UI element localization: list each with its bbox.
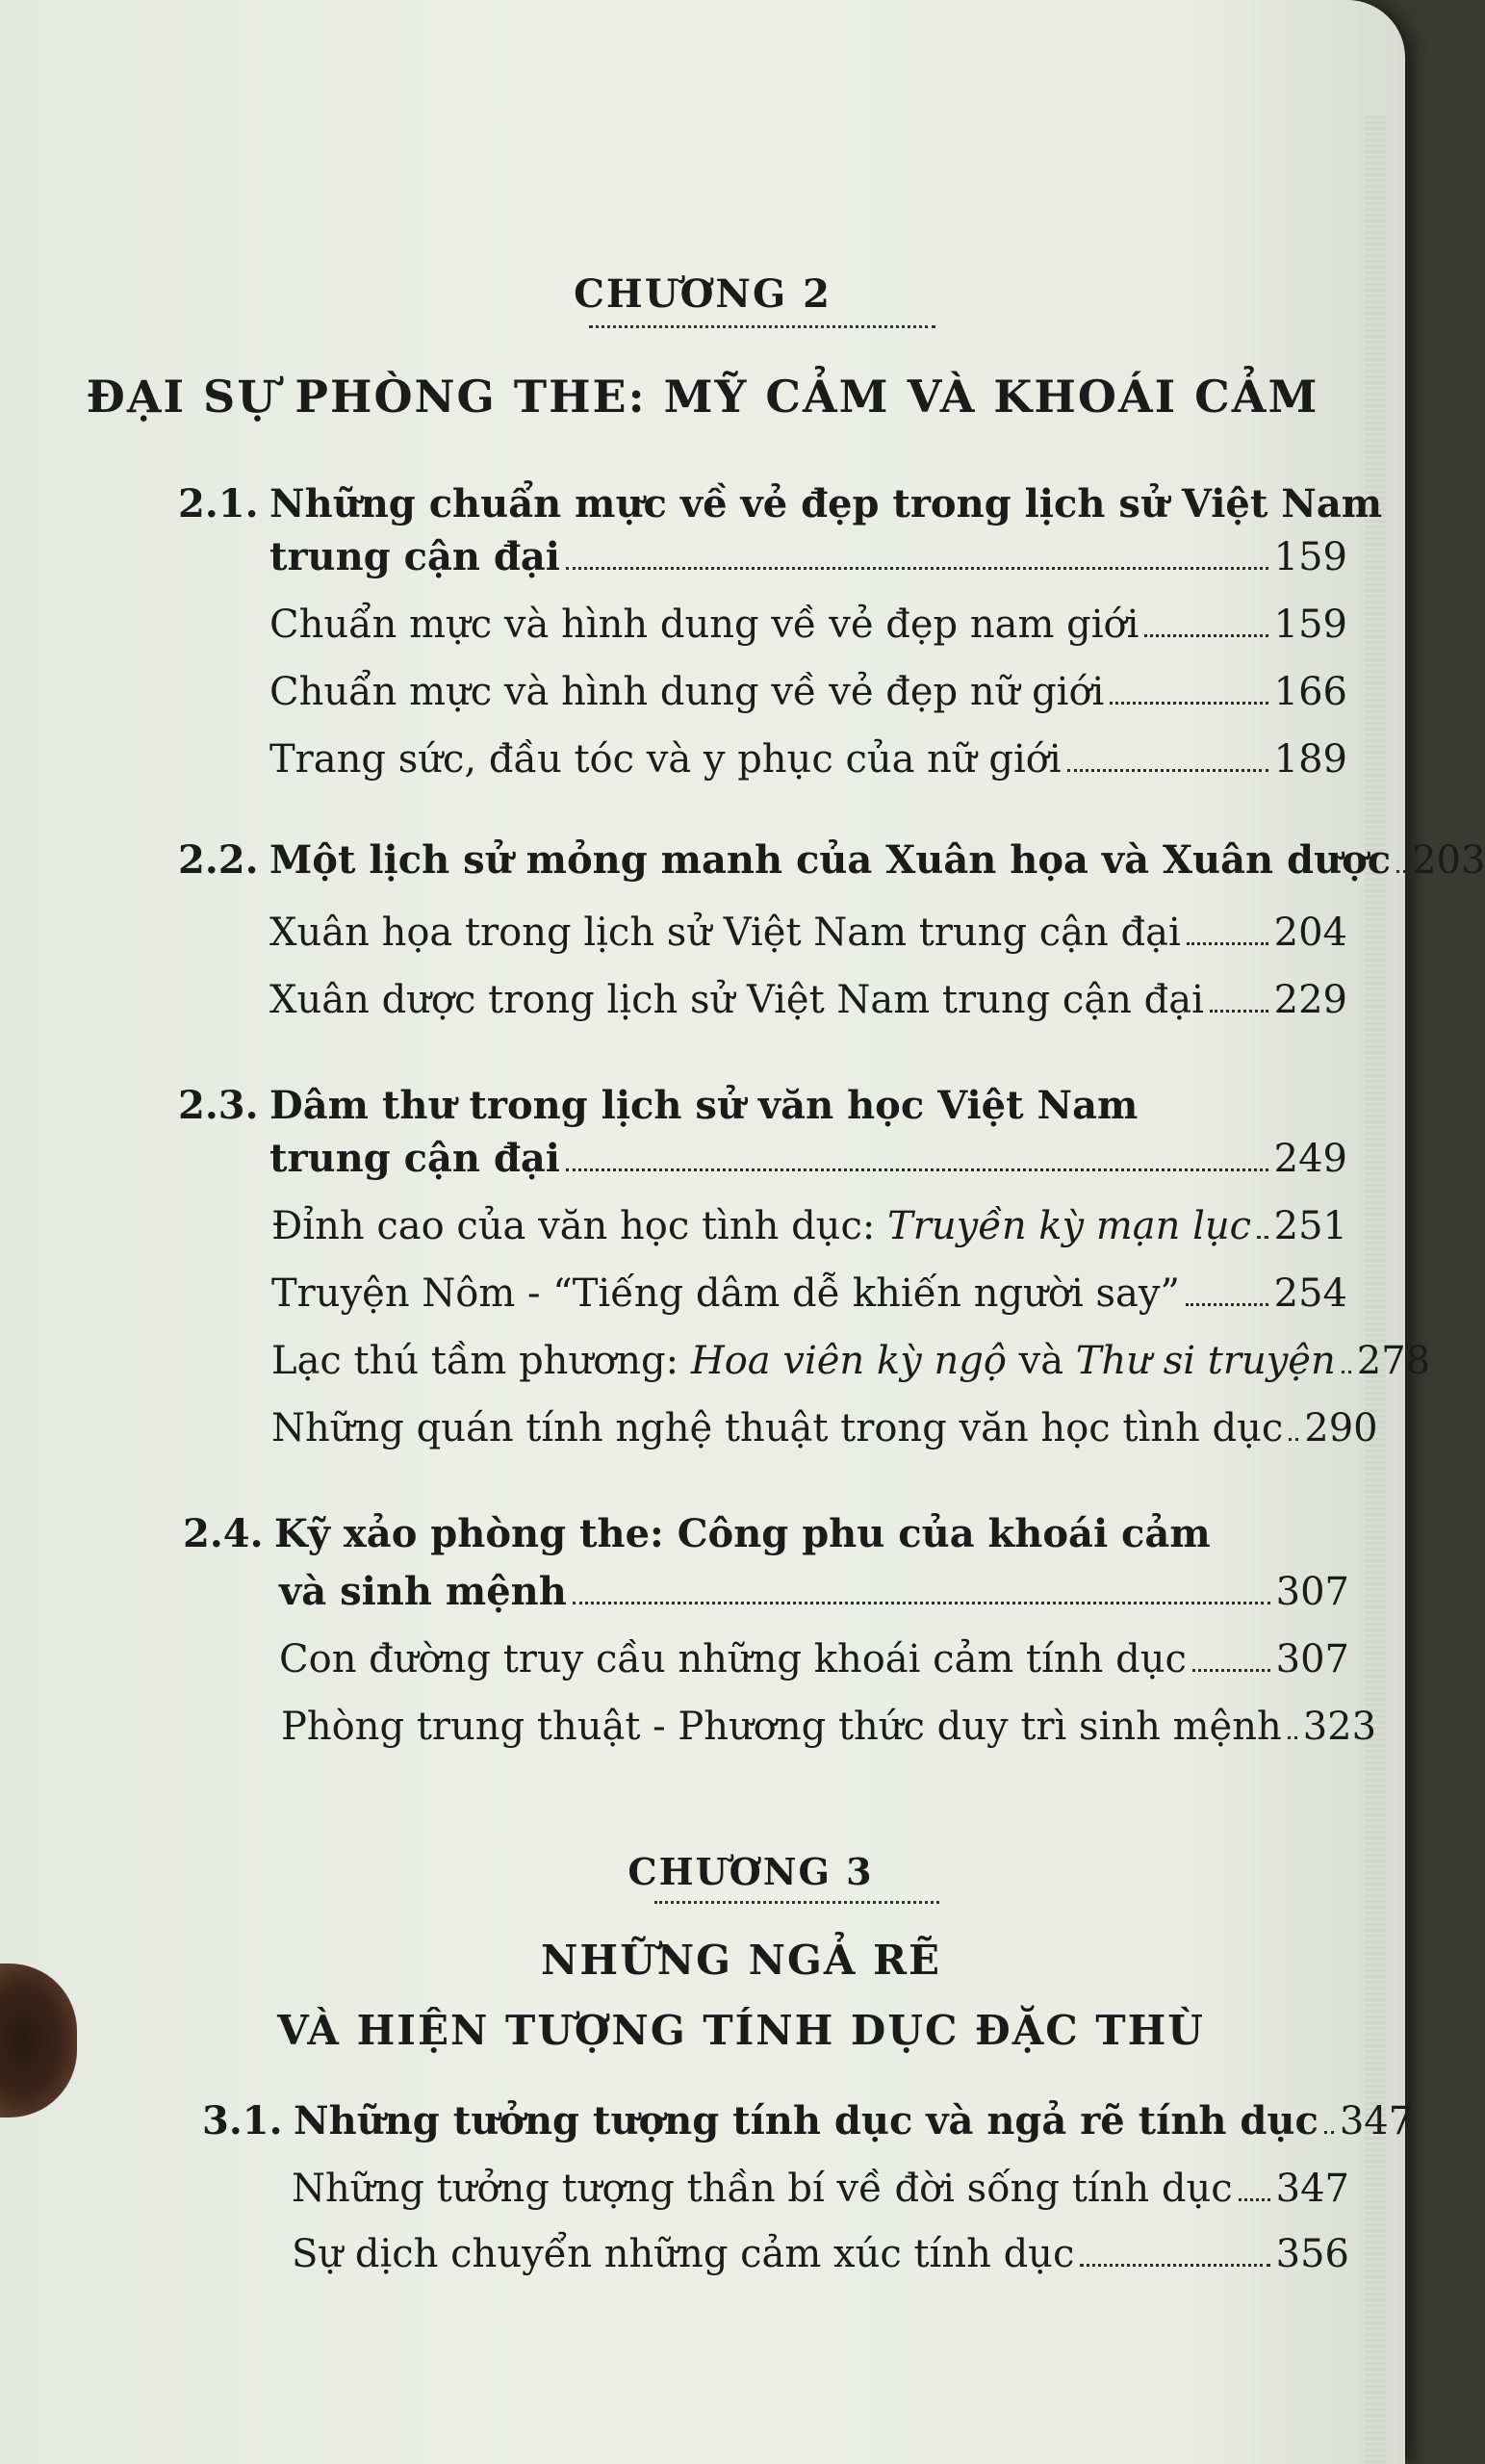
dot-leader [1210, 1010, 1268, 1013]
toc-entry-2-4-line1[interactable] [183, 1511, 1347, 1557]
page-number: 290 [1304, 1406, 1378, 1450]
toc-entry-sub[interactable] [269, 602, 1347, 648]
toc-entry-2-1[interactable] [269, 534, 1347, 580]
chapter-3-rule [654, 1901, 939, 1904]
dot-leader [1257, 1236, 1268, 1239]
subsection-title: Lạc thú tầm phương: Hoa viên kỳ ngộ và Thư si truyện [271, 1339, 1336, 1383]
dot-leader [1342, 1371, 1351, 1373]
subsection-title: Con đường truy cầu những khoái cảm tính dục [279, 1637, 1187, 1681]
section-number: 2.4. [183, 1511, 264, 1556]
subsection-title: Những tưởng tượng thần bí về đời sống tính dục [292, 2167, 1233, 2211]
dot-leader [1288, 1736, 1297, 1739]
section-title: Những chuẩn mực về vẻ đẹp trong lịch sử Việt Nam [269, 481, 1383, 526]
dot-leader [573, 1602, 1270, 1604]
page-number: 159 [1273, 535, 1347, 579]
chapter-2-label: CHƯƠNG 2 [574, 271, 832, 317]
dot-leader [566, 1168, 1268, 1171]
subsection-title: Đỉnh cao của văn học tình dục: Truyền kỳ mạn lục [271, 1204, 1252, 1248]
page-number: 159 [1273, 603, 1347, 647]
page-number: 189 [1273, 737, 1347, 782]
page-number: 347 [1339, 2099, 1414, 2143]
subsection-title: Chuẩn mực và hình dung về vẻ đẹp nữ giới [269, 670, 1105, 714]
toc-entry-sub[interactable] [269, 669, 1347, 715]
toc-entry-sub[interactable] [271, 1203, 1347, 1249]
chapter-3-label: CHƯƠNG 3 [627, 1850, 874, 1893]
page-number: 307 [1275, 1570, 1349, 1614]
subsection-title: Truyện Nôm - “Tiếng dâm dễ khiến người say” [271, 1271, 1180, 1316]
dot-leader [1144, 634, 1267, 637]
dot-leader [1192, 1669, 1270, 1672]
subsection-title: Xuân họa trong lịch sử Việt Nam trung cận đại [269, 911, 1181, 955]
toc-entry-sub[interactable] [292, 2166, 1349, 2212]
toc-entry-2-1-line1[interactable] [178, 481, 1383, 527]
subsection-title: Xuân dược trong lịch sử Việt Nam trung cận đại [269, 978, 1204, 1022]
chapter-3-title-line2: VÀ HIỆN TƯỢNG TÍNH DỤC ĐẶC THÙ [277, 2007, 1205, 2054]
dot-leader [1110, 702, 1267, 705]
section-title: Dâm thư trong lịch sử văn học Việt Nam [269, 1083, 1139, 1128]
section-title-cont: và sinh mệnh [279, 1569, 567, 1614]
page-number: 251 [1273, 1204, 1347, 1248]
dot-leader [1239, 2198, 1270, 2201]
toc-entry-sub[interactable] [269, 977, 1347, 1023]
section-title-cont: trung cận đại [269, 1136, 560, 1181]
chapter-2-title: ĐẠI SỰ PHÒNG THE: MỸ CẢM VÀ KHOÁI CẢM [86, 371, 1319, 423]
toc-entry-2-2[interactable] [178, 837, 1485, 884]
page-number: 254 [1273, 1271, 1347, 1316]
section-number: 2.3. [178, 1083, 259, 1128]
dot-leader [1324, 2131, 1334, 2134]
italic-work-title: Truyền kỳ mạn lục [887, 1204, 1252, 1248]
page-number: 166 [1273, 670, 1347, 714]
subsection-title: Phòng trung thuật - Phương thức duy trì sinh mệnh [281, 1705, 1282, 1749]
toc-entry-sub[interactable] [271, 1338, 1431, 1384]
page-number: 323 [1302, 1705, 1377, 1749]
toc-entry-2-3-line1[interactable] [178, 1083, 1347, 1129]
subsection-title: Chuẩn mực và hình dung về vẻ đẹp nam giới [269, 603, 1139, 647]
subsection-title: Trang sức, đầu tóc và y phục của nữ giới [269, 737, 1062, 782]
toc-entry-2-4[interactable] [279, 1569, 1349, 1615]
dot-leader [1396, 870, 1406, 873]
section-title-cont: trung cận đại [269, 534, 560, 579]
chapter-3-title-line1: NHỮNG NGẢ RẼ [541, 1937, 941, 1984]
section-title: Những tưởng tượng tính dục và ngả rẽ tính dục [294, 2098, 1319, 2143]
dot-leader [1187, 942, 1268, 945]
page-number: 204 [1273, 911, 1347, 955]
subsection-title: Những quán tính nghệ thuật trong văn học tình dục [271, 1406, 1284, 1450]
dot-leader [566, 567, 1268, 570]
page-number: 203 [1412, 838, 1485, 883]
toc-entry-sub[interactable] [269, 910, 1347, 956]
page-number: 307 [1275, 1637, 1349, 1681]
dot-leader [1186, 1303, 1268, 1306]
toc-entry-2-3[interactable] [269, 1136, 1347, 1182]
chapter-2-rule [589, 325, 935, 328]
toc-entry-sub[interactable] [281, 1704, 1377, 1750]
dot-leader [1080, 2264, 1269, 2267]
page-number: 347 [1275, 2167, 1349, 2211]
section-title: Một lịch sử mỏng manh của Xuân họa và Xuân dược [269, 837, 1392, 883]
page-number: 278 [1356, 1339, 1431, 1383]
toc-entry-sub[interactable] [292, 2231, 1349, 2277]
subsection-title: Sự dịch chuyển những cảm xúc tính dục [292, 2232, 1075, 2276]
page-number: 356 [1275, 2232, 1349, 2276]
toc-entry-3-1[interactable] [202, 2098, 1414, 2144]
page-number: 229 [1273, 978, 1347, 1022]
toc-entry-sub[interactable] [271, 1270, 1347, 1317]
section-number: 2.2. [178, 837, 259, 883]
toc-entry-sub[interactable] [271, 1405, 1378, 1451]
dot-leader [1067, 769, 1268, 772]
page-number: 249 [1273, 1137, 1347, 1181]
section-number: 2.1. [178, 481, 259, 526]
section-number: 3.1. [202, 2098, 283, 2143]
section-title: Kỹ xảo phòng the: Công phu của khoái cảm [274, 1511, 1211, 1556]
dot-leader [1289, 1438, 1298, 1441]
toc-entry-sub[interactable] [269, 736, 1347, 783]
toc-entry-sub[interactable] [279, 1636, 1349, 1682]
